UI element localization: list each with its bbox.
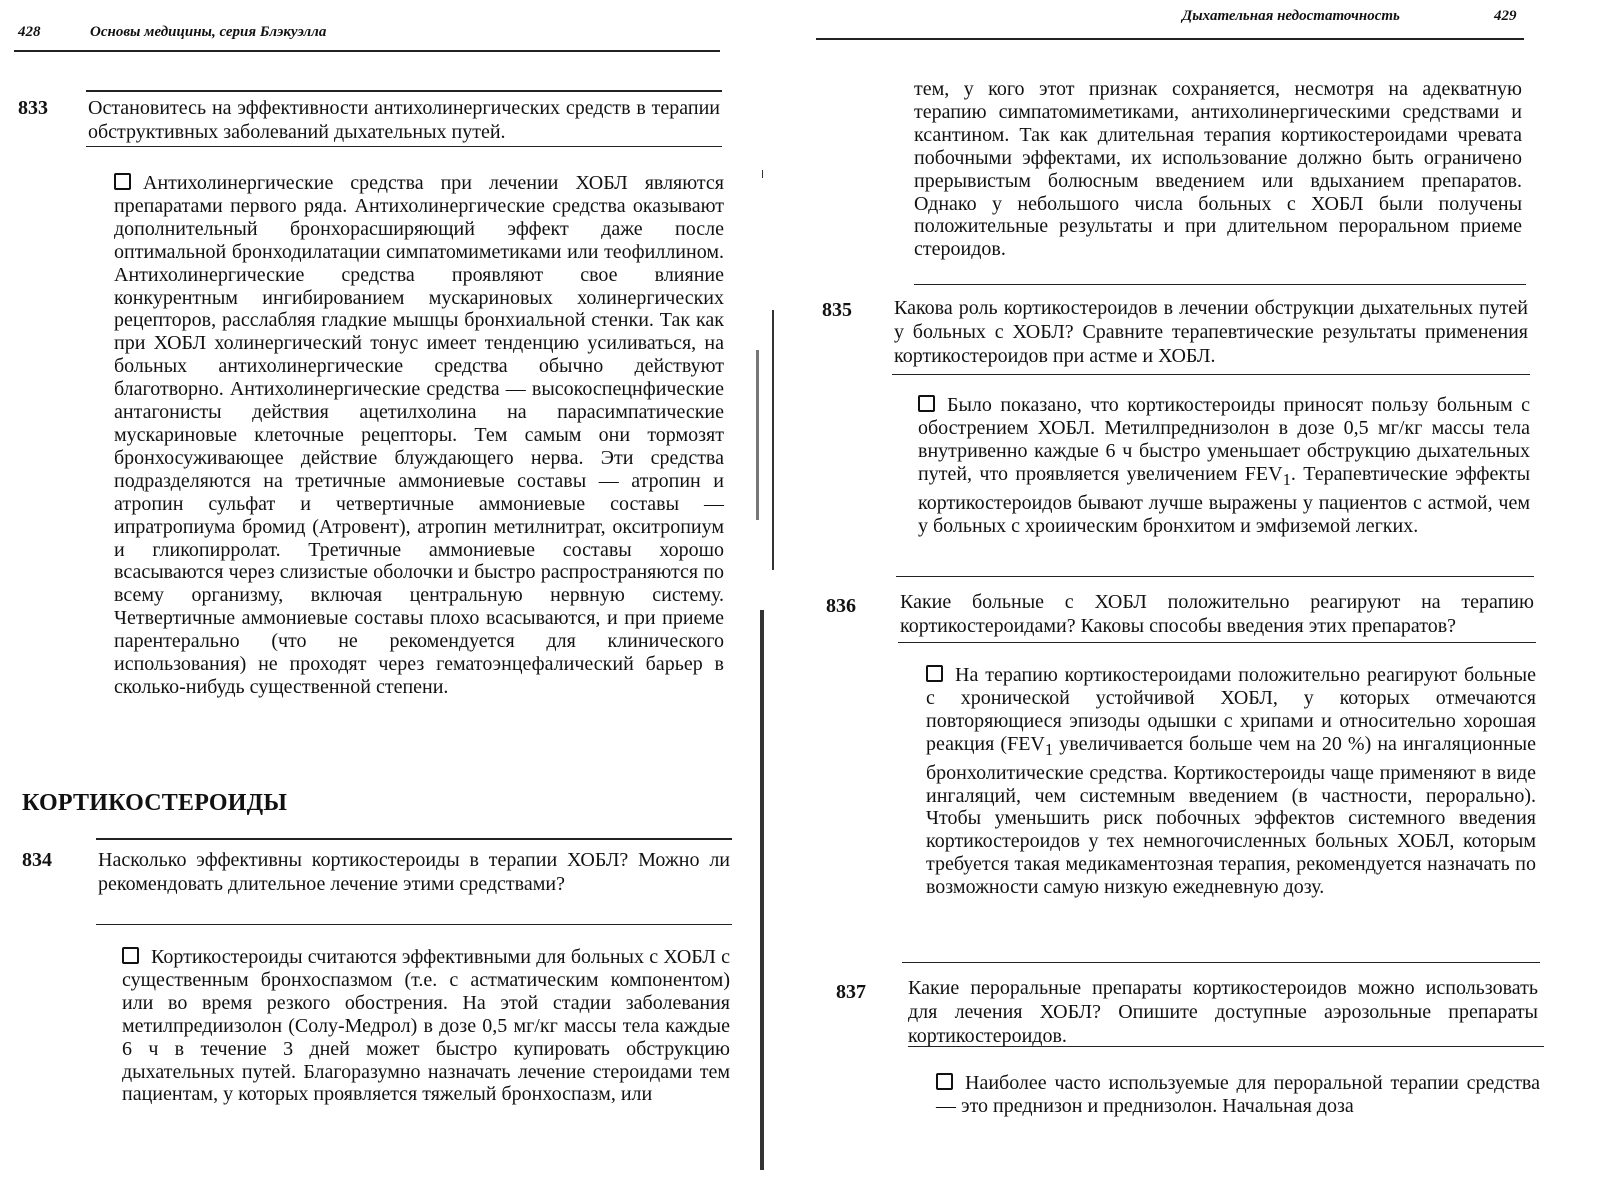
question-number-835: 835 (822, 299, 852, 321)
page-number-right: 429 (1494, 8, 1517, 24)
answer-835-text-1: Было показано, что кортикостероиды приносят пользу больным с обострением ХОБЛ. Метилпреднизолон в дозе 0,5 мг/кг массы тела внутривенно каждые 6 ч быстро уменьшает обструкцию дыхательных путей, что проявляется увеличением FEV (918, 394, 1530, 485)
answer-836-text-2: увеличивается больше чем на 20 %) на ингаляционные бронхолитические средства. Кортикостероиды чаще применяют в виде ингаляций, чем системным введением (в частности, перорально). Чтобы уменьшить риск побочных эффектов системного введения кортикостероидов у тех немногочисленных больных ХОБЛ, которым требуется такая медикаментозная терапия, рекомендуется назначать по возможности самую низкую ежедневную дозу. (926, 732, 1536, 899)
question-833: Остановитесь на эффективности антихолинергических средств в терапии обструктивных заболеваний дыхательных путей. (88, 97, 720, 143)
question-rule-top (86, 90, 722, 92)
answer-836-text-1: На терапию кортикостероидами положительно реагируют больные с хронической устойчивой ХОБЛ, у которых отмечаются повторяющиеся эпизоды одышки с хрипами и относительно хорошая реакция (FEV (926, 664, 1536, 755)
question-837: Какие пероральные препараты кортикостероидов можно использовать для лечения ХОБЛ? Опишите доступные аэрозольные препараты кортикостероидов. (908, 977, 1538, 1047)
question-836: Какие больные с ХОБЛ положительно реагируют на терапию кортикостероидами? Каковы способы введения этих препаратов? (900, 591, 1534, 637)
question-number-836: 836 (826, 595, 856, 617)
question-number-834: 834 (22, 849, 52, 871)
answer-836 (926, 664, 1536, 899)
header-rule-left (14, 50, 720, 52)
question-rule-top (96, 838, 732, 840)
running-head-left: Основы медицины, серия Блэкуэлла (90, 24, 327, 40)
question-rule-bottom (892, 374, 1530, 375)
question-rule-top (902, 962, 1540, 963)
right-page (800, 0, 1600, 1192)
checkbox-icon (926, 665, 943, 682)
answer-833-text: Антихолинергические средства при лечении ХОБЛ являются препаратами первого ряда. Антихолинергические средства оказывают дополнительный бронхорасширяющий эффект даже после оптимальной бронходилатации симпатомиметиками или теофиллином. Антихолинергические средства проявляют свое влияние конкурентным ингибированием мускариновых холинергических рецепторов, расслабляя гладкие мышцы бронхиальной стенки. Так как при ХОБЛ холинергический тонус имеет тенденцию усиливаться, на больных антихолинергические средства обычно действуют благотворно. Антихолинергические средства — высокоспецнфические антагонисты действия ацетилхолина на парасимпатические мускариновые клеточные рецепторы. Тем самым они тормозят бронхосуживающее действие блуждающего нерва. Эти средства подразделяются на третичные аммониевые составы — атропин и атропин сульфат и четвертичные аммониевые составы — ипратропиума бромид (Атровент), атропин метилнитрат, окситропиум и гликопирролат. Третичные аммониевые составы хорошо всасываются через слизистые оболочки и быстро распространяются по всему организму, включая центральную нервную систему. Четвертичные аммониевые составы плохо всасываются, и при приеме парентерально (что не рекомендуется для клинического использования) не проходят через гематоэнцефалический барьер в сколько-нибудь существенной степени. (114, 172, 724, 698)
question-number-833: 833 (18, 97, 48, 119)
answer-835-text-2: . Терапевтические эффекты кортикостероидов бывают лучше выражены у пациентов с астмой, чем у больных с хроиическим бронхитом и эмфиземой легких. (918, 462, 1531, 537)
question-834: Насколько эффективны кортикостероиды в терапии ХОБЛ? Можно ли рекомендовать длительное лечение этими средствами? (98, 849, 730, 895)
gutter-mark (756, 350, 759, 520)
answer-835-subscript: 1 (1282, 469, 1291, 489)
checkbox-icon (114, 173, 131, 190)
answer-833 (114, 172, 724, 699)
answer-834-text: Кортикостероиды считаются эффективными для больных с ХОБЛ с существенным бронхоспазмом (т.е. с астматическим компонентом) или во время резкого обострения. На этой стадии заболевания метилпредиизолон (Солу-Медрол) в дозе 0,5 мг/кг массы тела каждые 6 ч в течение 3 дней может быстро купировать обструкцию дыхательных путей. Благоразумно назначать лечение стероидами тем пациентам, у которых проявляется тяжелый бронхоспазм, или (122, 946, 730, 1106)
section-heading: КОРТИКОСТЕРОИДЫ (22, 790, 288, 816)
answer-rule (914, 284, 1526, 285)
question-835: Какова роль кортикостероидов в лечении обструкции дыхательных путей у больных с ХОБЛ? Сравните терапевтические результаты применения кортикостероидов при астме и ХОБЛ. (894, 297, 1528, 367)
gutter-mark (760, 610, 764, 1170)
question-rule-bottom (86, 146, 722, 147)
checkbox-icon (936, 1073, 953, 1090)
answer-837-text: Наиболее часто используемые для пероральной терапии средства — это преднизон и преднизолон. Начальная доза (936, 1072, 1540, 1117)
gutter-mark (772, 310, 774, 570)
answer-834 (122, 946, 730, 1106)
question-rule-top (896, 576, 1534, 577)
question-rule-bottom (898, 642, 1536, 643)
question-rule-bottom (96, 924, 732, 925)
left-page (0, 0, 760, 1192)
question-rule-bottom (908, 1046, 1544, 1047)
header-rule-right (816, 38, 1524, 40)
checkbox-icon (122, 947, 139, 964)
answer-837 (936, 1072, 1540, 1118)
gutter-mark (762, 170, 763, 178)
checkbox-icon (918, 395, 935, 412)
continuation-834: тем, у кого этот признак сохраняется, несмотря на адекватную терапию симпатомиметиками, антихолинергическими средствами и ксантином. Так как длительная терапия кортикостероидами чревата побочными эффектами, их использование должно быть ограничено прерывистым болюсным введением или вдыханием препаратов. Однако у небольшого числа больных с ХОБЛ были получены положительные результаты и при длительном пероральном приеме стероидов. (914, 78, 1522, 261)
answer-836-subscript: 1 (1044, 739, 1054, 759)
answer-835 (918, 394, 1530, 537)
page-number-left: 428 (18, 24, 41, 40)
question-number-837: 837 (836, 981, 866, 1003)
running-head-right: Дыхательная недостаточность (1182, 8, 1400, 24)
